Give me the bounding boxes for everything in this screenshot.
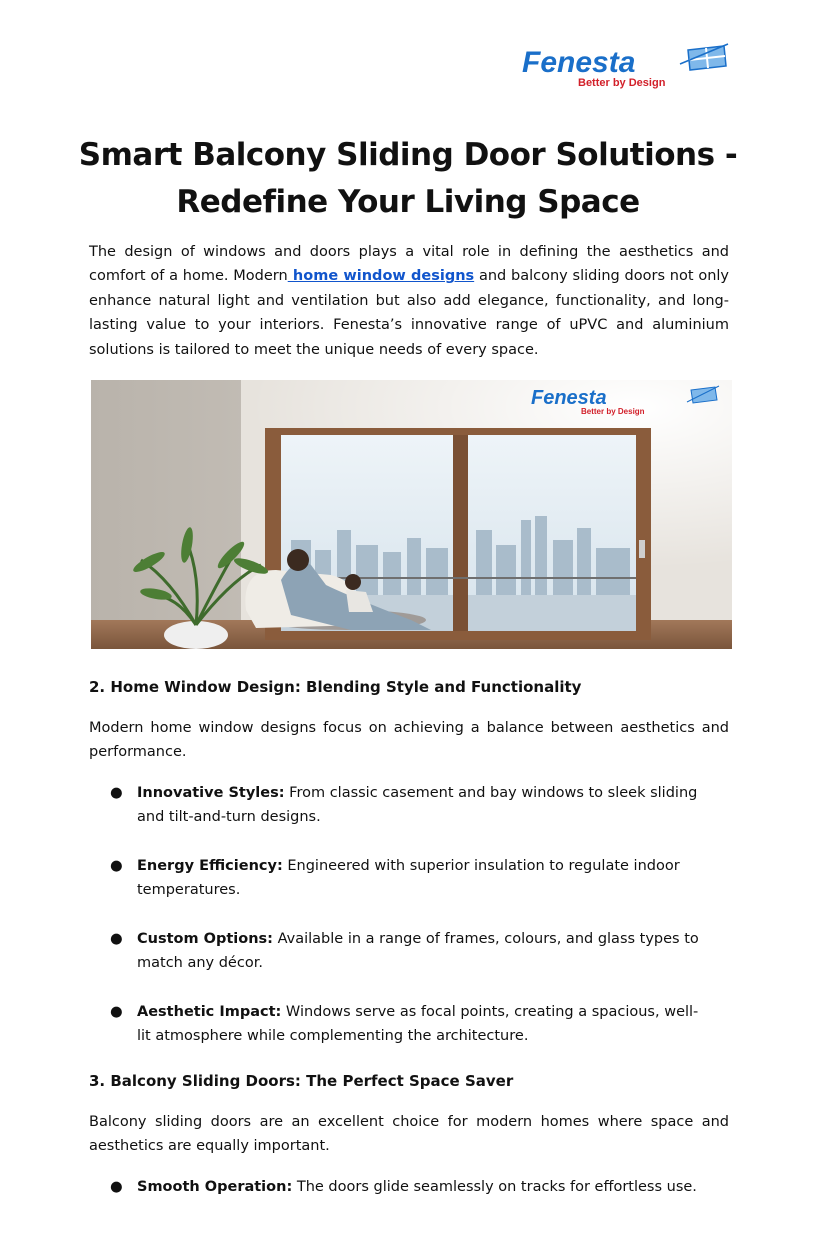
logo-brand: Fenesta	[522, 46, 636, 79]
logo-tagline: Better by Design	[578, 77, 666, 89]
bullet-label: Innovative Styles:	[137, 785, 285, 801]
bullet-text: The doors glide seamlessly on tracks for effortless use.	[292, 1179, 697, 1195]
bullet-label: Aesthetic Impact:	[137, 1004, 282, 1020]
bullet-dot: ●	[110, 1179, 123, 1195]
bullet-dot: ●	[110, 1004, 123, 1020]
bullet-text: From classic casement and bay windows to sleek sliding and tilt-and-turn designs.	[137, 785, 698, 826]
bullet-label: Custom Options:	[137, 931, 273, 947]
hero-logo-brand: Fenesta	[531, 387, 607, 409]
bullet-dot: ●	[110, 785, 123, 801]
section-3-intro: Balcony sliding doors are an excellent choice for modern homes where space and aesthetics are equally important.	[89, 1114, 729, 1155]
title-line-2: Redefine Your Living Space	[176, 184, 640, 220]
section-2-intro: Modern home window designs focus on achieving a balance between aesthetics and performance.	[89, 720, 729, 761]
title-line-1: Smart Balcony Sliding Door Solutions -	[78, 137, 738, 173]
bullet-label: Energy Efficiency:	[137, 858, 283, 874]
section-3-heading: 3. Balcony Sliding Doors: The Perfect Space Saver	[89, 1072, 514, 1090]
intro-text-start: The design of windows and doors plays a vital role in defining the aesthetics and comfort of a home. Modern	[89, 244, 729, 285]
bullet-text: Windows serve as focal points, creating a spacious, well-lit atmosphere while complementing the architecture.	[137, 1004, 699, 1045]
page-title	[60, 132, 756, 226]
logo-window-icon	[680, 44, 728, 70]
bullet-dot: ●	[110, 931, 123, 947]
fenesta-logo	[520, 42, 730, 90]
hero-logo-tagline: Better by Design	[581, 407, 645, 416]
hero-image-living-room	[91, 380, 732, 649]
bullet-text: Available in a range of frames, colours, and glass types to match any décor.	[137, 931, 699, 972]
bullet-text: Engineered with superior insulation to regulate indoor temperatures.	[137, 858, 680, 899]
home-window-designs-link[interactable]: home window designs	[287, 268, 475, 285]
intro-paragraph	[89, 240, 729, 362]
bullet-dot: ●	[110, 858, 123, 874]
bullet-label: Smooth Operation:	[137, 1179, 293, 1195]
intro-text-end: and balcony sliding doors not only enhance natural light and ventilation but also add elegance, functionality, and long-lasting value to your interiors. Fenesta’s innovative range of uPVC and aluminium solutions is tailored to meet the unique needs of every space.	[89, 268, 729, 358]
section-2-heading: 2. Home Window Design: Blending Style and Functionality	[89, 678, 582, 696]
